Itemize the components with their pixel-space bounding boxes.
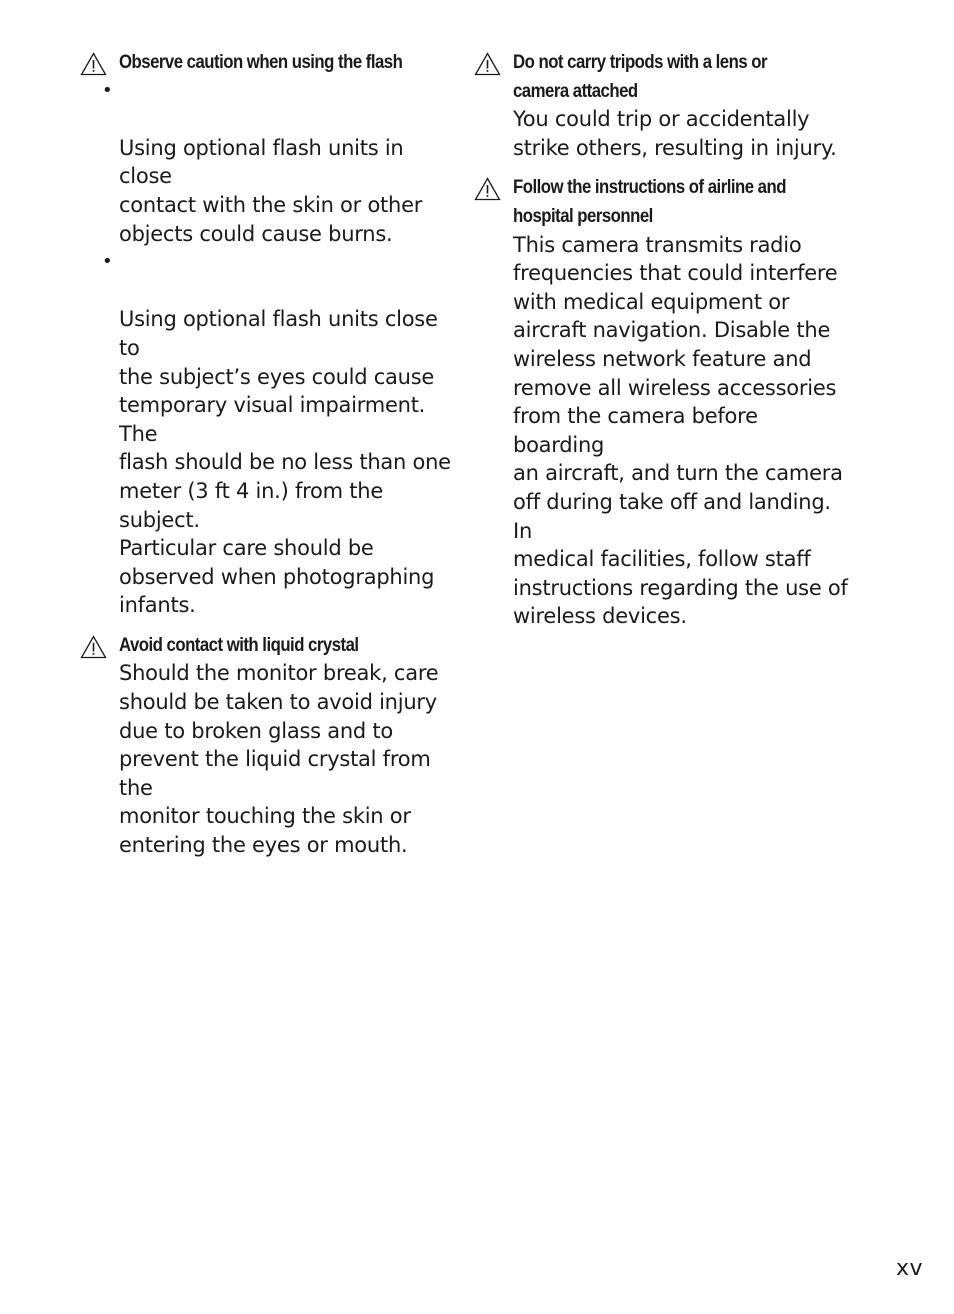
section-heading: Do not carry tripods with a lens or camera attached: [513, 51, 768, 102]
warning-triangle-icon: [474, 177, 501, 201]
bullet-dot: •: [102, 251, 113, 273]
airline-hospital-section: [474, 173, 854, 631]
bullet-dot: •: [102, 79, 113, 101]
tripods-section: [474, 48, 854, 162]
right-column: [474, 48, 854, 631]
warning-triangle-icon: [80, 52, 107, 76]
section-heading: Avoid contact with liquid crystal: [119, 633, 359, 656]
section-heading: Follow the instructions of airline and hospital personnel: [513, 176, 786, 227]
bullet-item: [102, 77, 460, 249]
bullet-text: Using optional flash units in close contact with the skin or other objects could cause burns.: [119, 135, 423, 246]
bullet-text: Using optional flash units close to the subject’s eyes could cause temporary visual impairment. The flash should be no less than one meter (3 ft 4 in.) from the subject. Particular care should be observed when photographing infants.: [119, 307, 451, 618]
section-heading: Observe caution when using the flash: [119, 51, 403, 73]
warning-triangle-icon: [80, 635, 107, 659]
section-body: Should the monitor break, care should be taken to avoid injury due to broken glass and to prevent the liquid crystal from the monitor touching the skin or entering the eyes or mouth.: [119, 661, 439, 858]
flash-caution-section: [80, 48, 460, 620]
section-body: This camera transmits radio frequencies that could interfere with medical equipment or aircraft navigation. Disable the wireless network feature and remove all wireless accessories from the camera before boarding an aircraft, and turn the camera off during take off and landing. In medical facilities, follow staff instructions regarding the use of wireless devices.: [513, 232, 848, 629]
bullet-list: [102, 77, 460, 620]
liquid-crystal-section: [80, 631, 460, 860]
warning-triangle-icon: [474, 52, 501, 76]
page-number: xv: [895, 1256, 923, 1281]
bullet-item: [102, 248, 460, 620]
section-body: You could trip or accidentally strike others, resulting in injury.: [513, 107, 837, 160]
left-column: [80, 48, 460, 860]
